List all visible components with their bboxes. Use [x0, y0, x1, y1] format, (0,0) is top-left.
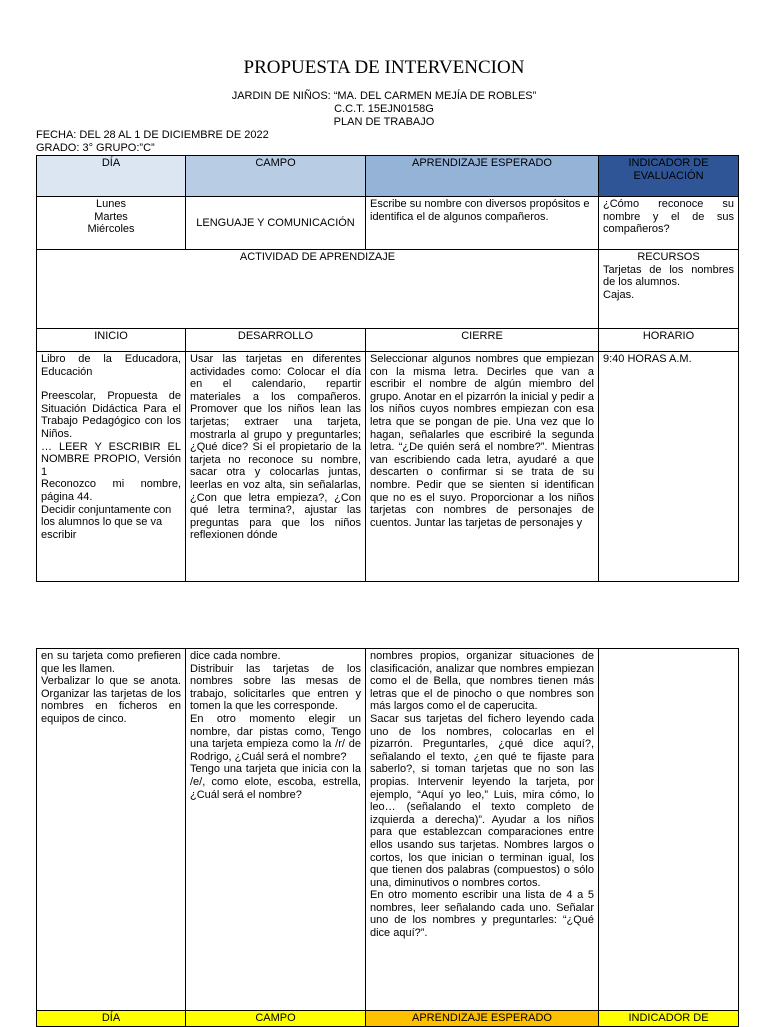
recursos-item-2: Cajas.: [603, 288, 635, 301]
cierre-cell: [366, 649, 599, 1011]
cct-code: C.C.T. 15EJN0158G: [334, 103, 434, 115]
aprendizaje-cell: Escribe su nombre con diversos propósitos e identifica el de algunos compañeros.: [366, 197, 599, 250]
grado-line: GRADO: 3° GRUPO:”C”: [36, 142, 155, 154]
recursos-label: RECURSOS: [637, 251, 700, 263]
dia-lunes: Lunes: [96, 198, 126, 210]
header-desarrollo: DESARROLLO: [186, 329, 366, 352]
desarrollo-cell: Usar las tarjetas en diferentes actividades como: Colocar el día en el calendario, repartir materiales a los compañeros. Promover que los niños lean las tarjetas; extraer una tarjeta, mostrarla al grupo y preguntarles; ¿Qué dice? Si el propietario de la tarjeta no reconoce su nombre, sacar otra y colocarlas juntas, leerlas en voz alta, sin señalarlas, ¿Con que letra empieza?, ¿Con qué letra termina?, ajustar las preguntas para que los niños reflexionen dónde: [186, 352, 366, 582]
inicio-cell: [37, 352, 186, 582]
dia-miercoles: Miércoles: [87, 223, 135, 236]
inicio-cell: [37, 649, 186, 1011]
dia-martes: Martes: [94, 210, 128, 223]
plan-table-continued: [36, 648, 739, 1027]
footer-header-aprendizaje: APRENDIZAJE ESPERADO: [366, 1011, 599, 1027]
footer-header-campo: CAMPO: [186, 1011, 366, 1027]
dias-cell: [37, 197, 186, 250]
plan-label: PLAN DE TRABAJO: [333, 116, 435, 128]
cierre-line: En otro momento escribir una lista de 4 a 5 nombres, leer señalando cada uno. Señalar uno de los nombres y preguntarles: “¿Qué dice aquí?”.: [370, 889, 594, 940]
recursos-item-1: Tarjetas de los nombres de los alumnos.: [603, 263, 734, 289]
header-horario: HORARIO: [599, 329, 739, 352]
school-name: JARDIN DE NIÑOS: “MA. DEL CARMEN MEJÍA DE ROBLES”: [231, 90, 537, 102]
page-title: PROPUESTA DE INTERVENCION: [243, 57, 525, 78]
footer-header-dia: DÍA: [37, 1011, 186, 1027]
inicio-line: Verbalizar lo que se anota. Organizar las tarjetas de los nombres en ficheros en equipos de cinco.: [41, 675, 181, 725]
header-campo: CAMPO: [186, 156, 366, 197]
inicio-line: … LEER Y ESCRIBIR EL NOMBRE PROPIO, Versión 1: [41, 440, 181, 478]
header-inicio: INICIO: [37, 329, 186, 352]
horario-cell: 9:40 HORAS A.M.: [599, 352, 739, 582]
inicio-line: en su tarjeta como prefieren que les llamen.: [41, 650, 181, 675]
actividad-label: ACTIVIDAD DE APRENDIZAJE: [37, 250, 599, 329]
fecha-line: FECHA: DEL 28 AL 1 DE DICIEMBRE DE 2022: [36, 129, 269, 141]
header-cierre: CIERRE: [366, 329, 599, 352]
header-dia: DÍA: [37, 156, 186, 197]
cierre-line: nombres propios, organizar situaciones de clasificación, analizar que nombres empiezan como el de Bella, que nombres tienen más letras que el de pinocho o que nombres son más largos como el de caperucita.: [370, 650, 594, 713]
desarrollo-line: Distribuir las tarjetas de los nombres sobre las mesas de trabajo, solicitarles que entren y tomen la que les corresponde.: [190, 662, 361, 713]
cierre-line: Sacar sus tarjetas del fichero leyendo cada uno de los nombres, colocarlas en el pizarrón. Preguntarles, ¿qué dice aquí?, señalando el texto, ¿en qué te fijaste para saberlo?, si toman tarjetas que no son las propias. Intervenir leyendo la tarjeta, por ejemplo, “Aquí yo leo,” Luis, mira cómo, lo leo… (señalando el texto completo de izquierda a derecha)”. Ayudar a los niños para que establezcan comparaciones entre ellos usando sus tarjetas. Nombres largos o cortos, los que inician o terminan igual, los que tienen dos palabras (compuestos) o sólo una, diminutivos o nombres cortos.: [370, 712, 594, 889]
plan-table: [36, 155, 739, 582]
desarrollo-line: Tengo una tarjeta que inicia con la /e/, como elote, escoba, estrella, ¿Cuál será el nombre?: [190, 763, 361, 801]
inicio-line: Libro de la Educadora, Educación: [41, 353, 181, 378]
inicio-line: Decidir conjuntamente con los alumnos lo que se va escribir: [41, 503, 172, 541]
header-indicador: INDICADOR DE EVALUACIÓN: [599, 156, 739, 197]
cierre-cell: Seleccionar algunos nombres que empiezan con la misma letra. Decirles que van a escribir el nombre de algún miembro del grupo. Anotar en el pizarrón la inicial y pedir a los niños cuyos nombres empiezan con esa letra que se pongan de pie. Una vez que lo hagan, señalarles que escribiré la segunda letra. “¿De quién será el nombre?”. Mientras van escribiendo cada letra, ayudaré a que descarten o confirmar si se trata de su nombre. Pedir que se sienten si identifican que no es el suyo. Proporcionar a los niños tarjetas con nombres de personajes de cuentos. Juntar las tarjetas de personajes y: [366, 352, 599, 582]
desarrollo-cell: [186, 649, 366, 1011]
desarrollo-line: En otro momento elegir un nombre, dar pistas como, Tengo una tarjeta empieza como la /r/ de Rodrigo, ¿Cuál será el nombre?: [190, 712, 361, 763]
horario-cell: [599, 649, 739, 1011]
inicio-line: Reconozco mi nombre, página 44.: [41, 478, 181, 503]
indicador-cell: ¿Cómo reconoce su nombre y el de sus compañeros?: [599, 197, 739, 250]
header-aprendizaje: APRENDIZAJE ESPERADO: [366, 156, 599, 197]
inicio-line: Preescolar, Propuesta de Situación Didáctica Para el Trabajo Pedagógico con los Niños.: [41, 390, 181, 440]
desarrollo-line: dice cada nombre.: [190, 650, 281, 662]
footer-header-indicador: INDICADOR DE: [599, 1011, 739, 1027]
recursos-cell: [599, 250, 739, 329]
campo-cell: LENGUAJE Y COMUNICACIÓN: [186, 197, 366, 250]
